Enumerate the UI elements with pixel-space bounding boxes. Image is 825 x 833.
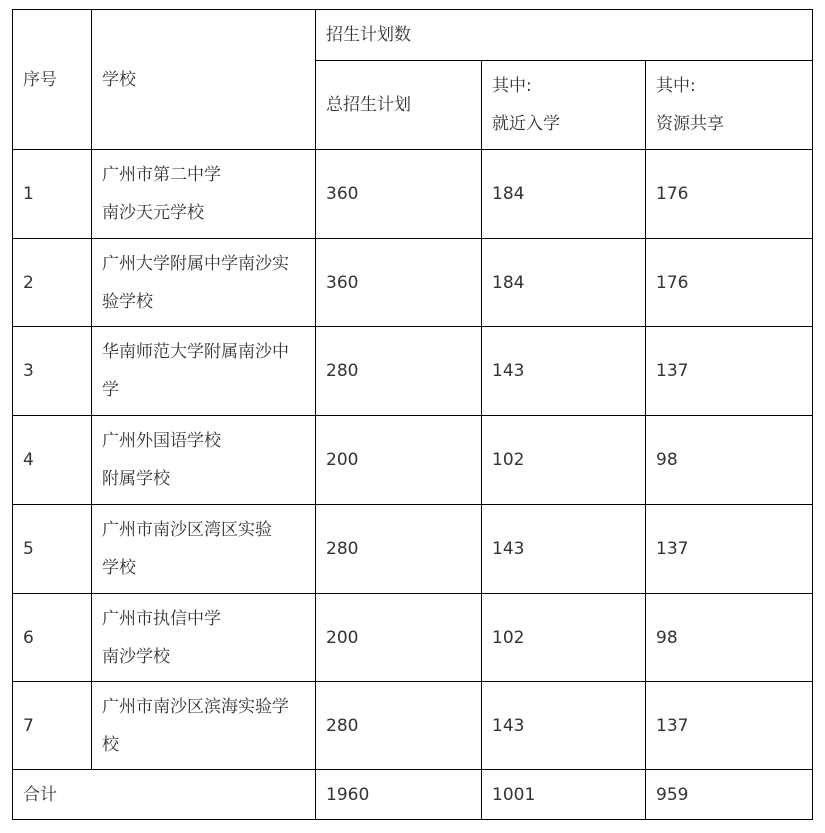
school-line-2: 南沙天元学校 xyxy=(102,203,204,223)
header-row-1 xyxy=(13,10,813,61)
table-row xyxy=(13,150,813,239)
row-shared: 137 xyxy=(646,327,813,416)
row-seq: 4 xyxy=(13,416,92,505)
row-shared: 98 xyxy=(646,416,813,505)
row-school xyxy=(92,239,316,327)
row-nearby: 102 xyxy=(482,416,646,505)
row-nearby: 143 xyxy=(482,505,646,594)
totals-row xyxy=(13,770,813,820)
header-plan-group: 招生计划数 xyxy=(316,10,813,61)
header-seq: 序号 xyxy=(13,10,92,150)
table-row xyxy=(13,239,813,327)
row-nearby: 184 xyxy=(482,239,646,327)
school-line-1: 广州市第二中学 xyxy=(102,165,221,185)
row-nearby: 143 xyxy=(482,682,646,770)
header-total: 总招生计划 xyxy=(316,61,482,150)
row-school xyxy=(92,327,316,416)
row-nearby: 143 xyxy=(482,327,646,416)
totals-label: 合计 xyxy=(13,770,316,820)
row-seq: 6 xyxy=(13,594,92,682)
school-line-1: 广州外国语学校 xyxy=(102,431,221,451)
row-total: 360 xyxy=(316,150,482,239)
table-row xyxy=(13,594,813,682)
row-school xyxy=(92,505,316,594)
school-line-2: 校 xyxy=(102,734,119,755)
row-shared: 137 xyxy=(646,505,813,594)
row-seq: 3 xyxy=(13,327,92,416)
enrollment-plan-table xyxy=(12,9,813,820)
row-seq: 1 xyxy=(13,150,92,239)
header-nearby xyxy=(482,61,646,150)
row-total: 200 xyxy=(316,594,482,682)
school-line-1: 广州市执信中学 xyxy=(102,608,221,629)
header-shared-line-1: 其中: xyxy=(656,76,696,96)
row-seq: 5 xyxy=(13,505,92,594)
row-shared: 98 xyxy=(646,594,813,682)
school-line-2: 南沙学校 xyxy=(102,646,170,667)
header-nearby-line-1: 其中: xyxy=(492,76,532,96)
table-row xyxy=(13,505,813,594)
row-total: 280 xyxy=(316,682,482,770)
row-seq: 2 xyxy=(13,239,92,327)
header-nearby-line-2: 就近入学 xyxy=(492,114,560,134)
totals-nearby: 1001 xyxy=(482,770,646,820)
school-line-1: 广州市南沙区滨海实验学 xyxy=(102,696,289,717)
school-line-2: 学 xyxy=(102,380,119,400)
header-shared xyxy=(646,61,813,150)
school-line-1: 广州大学附属中学南沙实 xyxy=(102,253,289,274)
row-shared: 176 xyxy=(646,239,813,327)
row-school xyxy=(92,682,316,770)
header-school: 学校 xyxy=(92,10,316,150)
row-total: 280 xyxy=(316,327,482,416)
table-row xyxy=(13,416,813,505)
school-line-2: 附属学校 xyxy=(102,469,170,489)
row-school xyxy=(92,416,316,505)
row-school xyxy=(92,150,316,239)
row-seq: 7 xyxy=(13,682,92,770)
row-shared: 176 xyxy=(646,150,813,239)
table-row xyxy=(13,682,813,770)
row-school xyxy=(92,594,316,682)
row-nearby: 184 xyxy=(482,150,646,239)
row-total: 200 xyxy=(316,416,482,505)
table-row xyxy=(13,327,813,416)
header-shared-line-2: 资源共享 xyxy=(656,114,724,134)
row-total: 360 xyxy=(316,239,482,327)
totals-total: 1960 xyxy=(316,770,482,820)
school-line-2: 验学校 xyxy=(102,291,153,312)
row-shared: 137 xyxy=(646,682,813,770)
school-line-2: 学校 xyxy=(102,558,136,578)
row-total: 280 xyxy=(316,505,482,594)
row-nearby: 102 xyxy=(482,594,646,682)
school-line-1: 华南师范大学附属南沙中 xyxy=(102,342,289,362)
totals-shared: 959 xyxy=(646,770,813,820)
school-line-1: 广州市南沙区湾区实验 xyxy=(102,520,272,540)
